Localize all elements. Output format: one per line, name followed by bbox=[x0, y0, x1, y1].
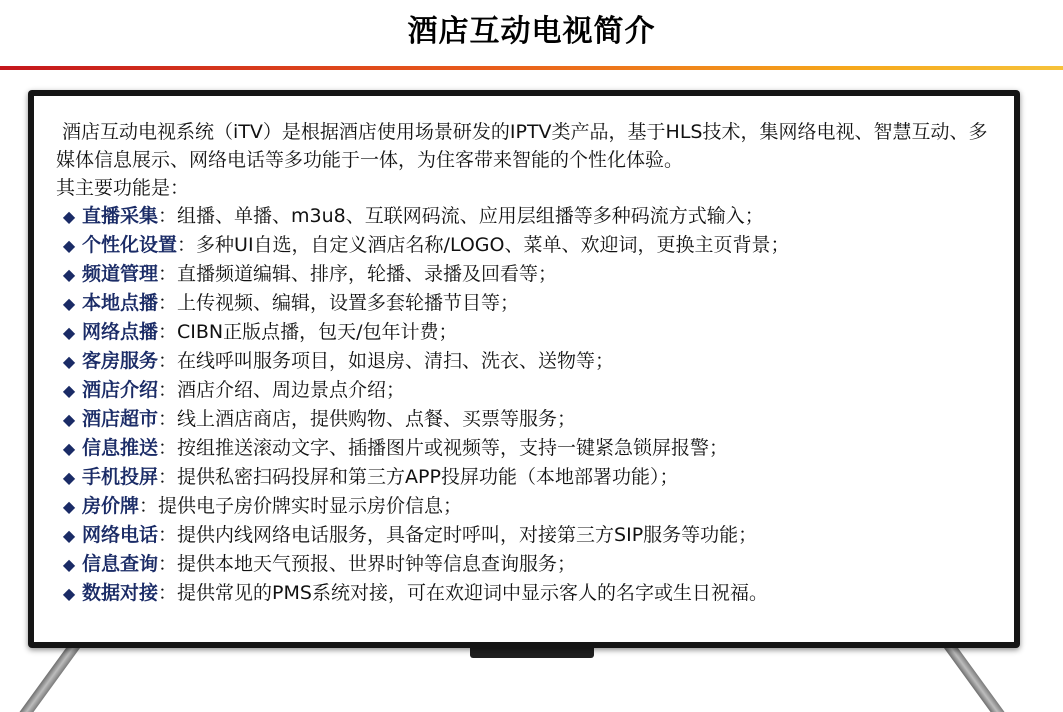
feature-separator: ： bbox=[158, 466, 178, 488]
diamond-bullet-icon: ◆ bbox=[62, 294, 76, 313]
feature-list bbox=[56, 202, 996, 608]
diamond-bullet-icon: ◆ bbox=[62, 381, 76, 400]
tv-frame bbox=[28, 90, 1020, 648]
feature-item bbox=[56, 405, 996, 434]
diamond-bullet-icon: ◆ bbox=[62, 584, 76, 603]
diamond-bullet-icon: ◆ bbox=[62, 526, 76, 545]
feature-item bbox=[56, 260, 996, 289]
feature-separator: ： bbox=[158, 437, 178, 459]
feature-separator: ： bbox=[139, 495, 159, 517]
diamond-bullet-icon: ◆ bbox=[62, 410, 76, 429]
feature-name: 本地点播 bbox=[82, 292, 159, 314]
feature-item bbox=[56, 434, 996, 463]
feature-name: 个性化设置 bbox=[82, 234, 178, 256]
feature-description: 提供内线网络电话服务，具备定时呼叫，对接第三方SIP服务等功能； bbox=[177, 524, 758, 546]
feature-item bbox=[56, 318, 996, 347]
diamond-bullet-icon: ◆ bbox=[62, 236, 76, 255]
feature-separator: ： bbox=[158, 263, 178, 285]
intro-content bbox=[56, 118, 996, 608]
feature-description: 组播、单播、m3u8、互联网码流、应用层组播等多种码流方式输入； bbox=[177, 205, 764, 227]
feature-description: CIBN正版点播，包天/包年计费； bbox=[177, 321, 458, 343]
diamond-bullet-icon: ◆ bbox=[62, 468, 76, 487]
feature-item bbox=[56, 231, 996, 260]
features-lead: 其主要功能是： bbox=[56, 177, 190, 199]
feature-description: 直播频道编辑、排序，轮播、录播及回看等； bbox=[177, 263, 558, 285]
feature-name: 直播采集 bbox=[82, 205, 159, 227]
feature-name: 频道管理 bbox=[82, 263, 159, 285]
feature-name: 信息查询 bbox=[82, 553, 159, 575]
feature-name: 数据对接 bbox=[82, 582, 159, 604]
feature-description: 提供私密扫码投屏和第三方APP投屏功能（本地部署功能）； bbox=[177, 466, 679, 488]
feature-item bbox=[56, 463, 996, 492]
feature-description: 在线呼叫服务项目，如退房、清扫、洗衣、送物等； bbox=[177, 350, 615, 372]
feature-item bbox=[56, 521, 996, 550]
title-divider bbox=[0, 66, 1063, 70]
diamond-bullet-icon: ◆ bbox=[62, 352, 76, 371]
feature-name: 信息推送 bbox=[82, 437, 159, 459]
feature-separator: ： bbox=[158, 524, 178, 546]
feature-name: 网络电话 bbox=[82, 524, 159, 546]
feature-description: 线上酒店商店，提供购物、点餐、买票等服务； bbox=[177, 408, 577, 430]
diamond-bullet-icon: ◆ bbox=[62, 207, 76, 226]
diamond-bullet-icon: ◆ bbox=[62, 439, 76, 458]
feature-separator: ： bbox=[158, 350, 178, 372]
feature-separator: ： bbox=[158, 292, 178, 314]
feature-description: 酒店介绍、周边景点介绍； bbox=[177, 379, 406, 401]
feature-name: 网络点播 bbox=[82, 321, 159, 343]
feature-description: 上传视频、编辑，设置多套轮播节目等； bbox=[177, 292, 520, 314]
feature-description: 按组推送滚动文字、插播图片或视频等，支持一键紧急锁屏报警； bbox=[177, 437, 729, 459]
feature-name: 房价牌 bbox=[82, 495, 140, 517]
tv-leg-right bbox=[944, 648, 1004, 712]
feature-separator: ： bbox=[158, 205, 178, 227]
feature-description: 提供电子房价牌实时显示房价信息； bbox=[158, 495, 463, 517]
feature-description: 提供常见的PMS系统对接，可在欢迎词中显示客人的名字或生日祝福。 bbox=[177, 582, 768, 604]
feature-name: 手机投屏 bbox=[82, 466, 159, 488]
feature-item bbox=[56, 550, 996, 579]
feature-separator: ： bbox=[158, 408, 178, 430]
diamond-bullet-icon: ◆ bbox=[62, 323, 76, 342]
feature-description: 多种UI自选，自定义酒店名称/LOGO、菜单、欢迎词，更换主页背景； bbox=[196, 234, 790, 256]
feature-separator: ： bbox=[158, 553, 178, 575]
feature-name: 酒店介绍 bbox=[82, 379, 159, 401]
diamond-bullet-icon: ◆ bbox=[62, 497, 76, 516]
feature-item bbox=[56, 492, 996, 521]
feature-separator: ： bbox=[158, 582, 178, 604]
feature-item bbox=[56, 376, 996, 405]
feature-item bbox=[56, 579, 996, 608]
feature-name: 客房服务 bbox=[82, 350, 159, 372]
diamond-bullet-icon: ◆ bbox=[62, 555, 76, 574]
feature-item bbox=[56, 289, 996, 318]
feature-item bbox=[56, 202, 996, 231]
feature-separator: ： bbox=[158, 321, 178, 343]
intro-paragraph: 酒店互动电视系统（iTV）是根据酒店使用场景研发的IPTV类产品，基于HLS技术，集网络电视、智慧互动、多媒体信息展示、网络电话等多功能于一体，为住客带来智能的个性化体验。 bbox=[56, 121, 988, 171]
feature-separator: ： bbox=[158, 379, 178, 401]
feature-description: 提供本地天气预报、世界时钟等信息查询服务； bbox=[177, 553, 577, 575]
feature-separator: ： bbox=[177, 234, 197, 256]
tv-screen bbox=[34, 96, 1014, 642]
diamond-bullet-icon: ◆ bbox=[62, 265, 76, 284]
feature-item bbox=[56, 347, 996, 376]
tv-leg-left bbox=[20, 648, 80, 712]
slide-title: 酒店互动电视简介 bbox=[407, 14, 656, 49]
feature-name: 酒店超市 bbox=[82, 408, 159, 430]
